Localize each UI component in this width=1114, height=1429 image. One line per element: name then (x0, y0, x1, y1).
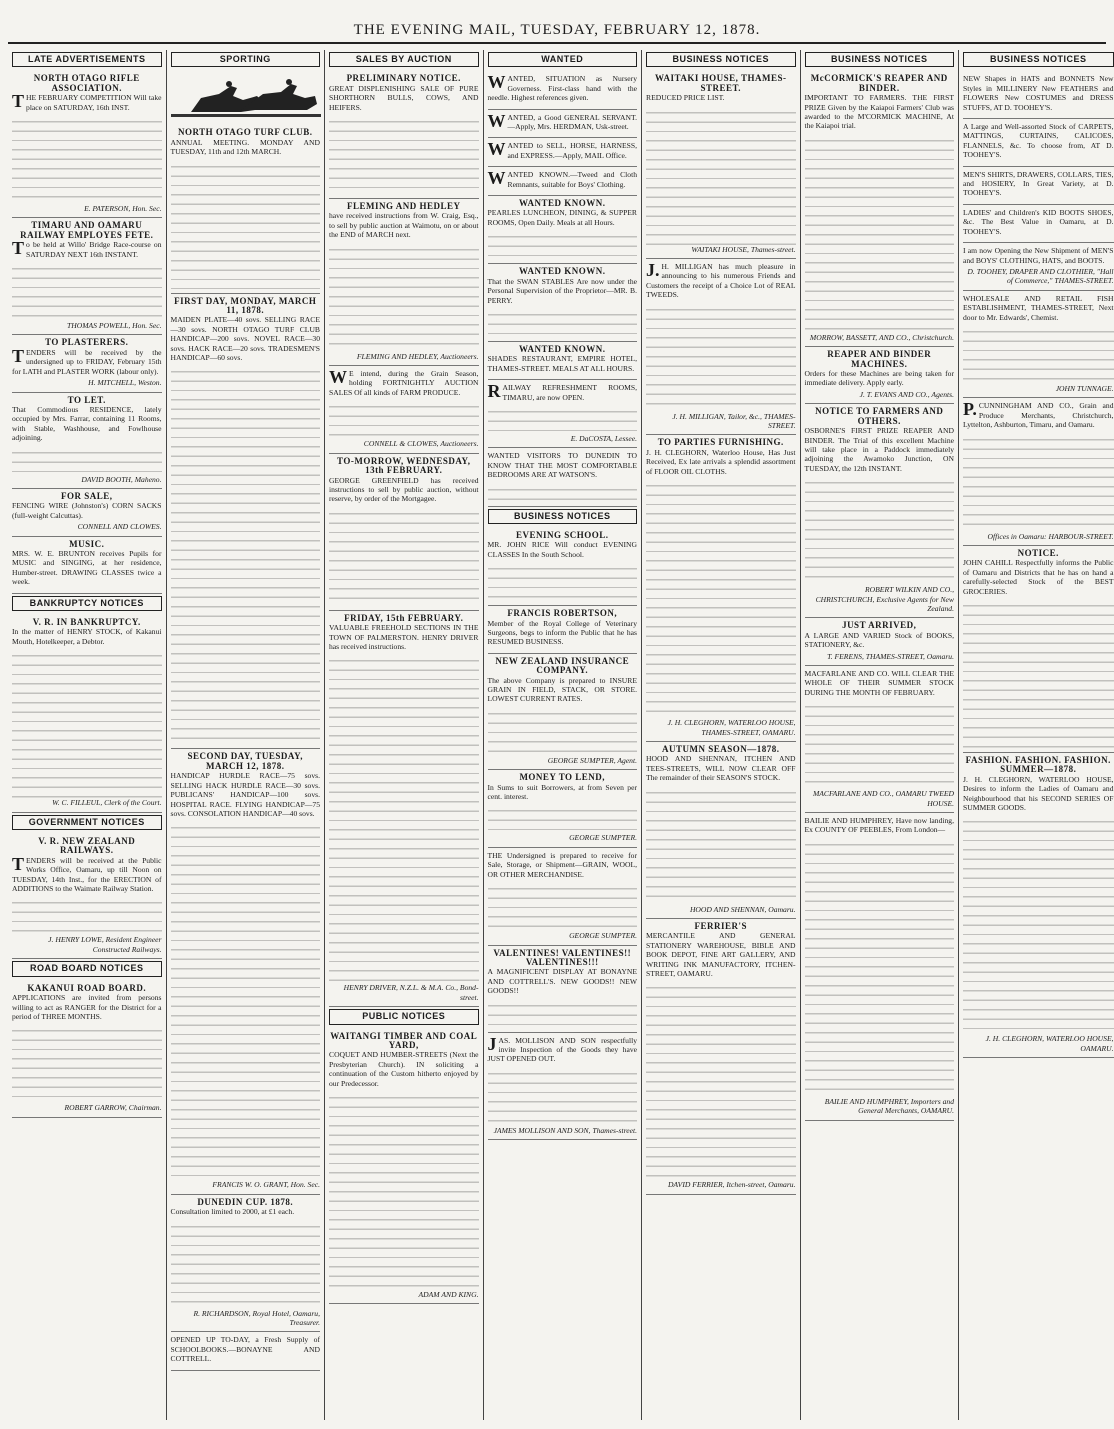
advert (12, 218, 162, 335)
advert-text: WANTED, a Good GENERAL SERVANT.—Apply, Mrs. HERDMAN, Usk-street. (487, 110, 637, 132)
advert (805, 618, 955, 666)
advert-signature: E. DaCOSTA, Lessee. (570, 433, 637, 443)
section-header: WANTED (488, 52, 638, 67)
advert-title: FIRST DAY, MONDAY, MARCH 11, 1878. (174, 295, 317, 316)
advert-signature: J. H. CLEGHORN, WATERLOO HOUSE, OAMARU. (985, 1034, 1114, 1053)
advert-title: FERRIER'S (694, 920, 747, 931)
advert (12, 615, 162, 813)
advert (488, 167, 638, 196)
advert-body-text (805, 475, 955, 585)
advert-text: WANTED to SELL, HORSE, HARNESS, and EXPRESS.—Apply, MAIL Office. (487, 139, 637, 160)
advert-title: WANTED KNOWN. (518, 198, 606, 209)
advert-text: COQUET AND HUMBER-STREETS (Next the Presbyterian Church). IN soliciting a continuation of the Custom hitherto enjoyed by our Predecessor. (329, 1050, 479, 1088)
advert (646, 71, 796, 259)
advert-text: J.H. MILLIGAN has much pleasure in announcing to his numerous Friends and Customers the receipt of a Choice Lot of REAL TWEEDS. (646, 260, 796, 300)
advert (805, 813, 955, 1121)
advert-body-text (488, 998, 638, 1028)
advert-signature: GEORGE SUMPTER, Agent. (547, 755, 637, 765)
advert-text: TENDERS will be received at the Public Works Office, Oamaru, up till Noon on TUESDAY, 14th Inst., for the ERECTION of ADDITIONS to the Waimate Railway Station. (12, 853, 162, 894)
column-2 (167, 50, 326, 1420)
advert-title: NEW ZEALAND INSURANCE COMPANY. (495, 655, 630, 676)
advert-body-text (329, 114, 479, 194)
advert-signature: D. TOOHEY, DRAPER AND CLOTHIER, "Hall of Commerce," THAMES-STREET. (967, 266, 1114, 286)
section-header: LATE ADVERTISEMENTS (12, 52, 162, 67)
racehorse-illustration (171, 76, 321, 124)
advert-text: TENDERS will be received by the undersigned up to FRIDAY, February 15th for LATH and PLASTER WORK (labour only). (12, 345, 162, 376)
advert (329, 454, 479, 611)
advert-title: JUST ARRIVED, (842, 620, 917, 631)
column-4 (484, 50, 643, 1420)
advert-title: FRANCIS ROBERTSON, (507, 608, 618, 619)
advert-signature: MACFARLANE AND CO., OAMARU TWEED HOUSE. (812, 789, 954, 808)
section-header: GOVERNMENT NOTICES (12, 815, 162, 830)
advert-signature: ROBERT GARROW, Chairman. (64, 1103, 162, 1113)
advert (488, 138, 638, 167)
advert-signature: ADAM AND KING. (418, 1290, 479, 1299)
advert (488, 380, 638, 448)
advert-title: NORTH OTAGO TURF CLUB. (177, 127, 313, 138)
masthead: THE EVENING MAIL, TUESDAY, FEBRUARY 12, 1878. (8, 18, 1106, 44)
section-header: SPORTING (171, 52, 321, 67)
advert-text: WE intend, during the Grain Season, holding FORTNIGHTLY AUCTION SALES Of all kinds of FARM PRODUCE. (329, 367, 479, 397)
advert-title: FRIDAY, 15th FEBRUARY. (344, 612, 464, 623)
advert-text: Member of the Royal College of Veterinary Surgeons, begs to inform the Public that he has RESUMED BUSINESS. (487, 618, 637, 647)
advert-title: DUNEDIN CUP. 1878. (197, 1196, 294, 1207)
advert (963, 546, 1114, 753)
advert-body-text (171, 159, 321, 289)
advert-signature: WAITAKI HOUSE, Thames-street. (691, 244, 796, 254)
advert-signature: J. HENRY LOWE, Resident Engineer Constructed Railways. (48, 935, 162, 954)
advert-body-text (488, 482, 638, 502)
advert-text: GEORGE GREENFIELD has received instructions to sell by public auction, without reserve, by order of the Mortgagee. (329, 475, 479, 504)
advert-body-text (646, 105, 796, 245)
advert-title: REAPER AND BINDER MACHINES. (827, 349, 932, 369)
advert-body-text (171, 1219, 321, 1309)
advert-title: TO LET. (67, 394, 106, 405)
advert-title: NOTICE TO FARMERS AND OTHERS. (815, 406, 944, 426)
advert-signature: CONNELL AND CLOWES. (77, 522, 162, 532)
advert-title: FLEMING AND HEDLEY (346, 201, 461, 212)
advert-text: SHADES RESTAURANT, EMPIRE HOTEL, THAMES-STREET. MEALS AT ALL HOURS. (487, 354, 637, 373)
advert-body-text (329, 242, 479, 352)
advert-text: MAIDEN PLATE—40 sovs. SELLING RACE—30 sovs. NORTH OTAGO TURF CLUB HANDICAP—200 sovs. NOVEL RACE—30 sovs. HACK RACE—20 sovs. TRADESMEN'S HANDICAP—60 sovs. (170, 315, 320, 363)
advert-body-text (963, 814, 1114, 1034)
advert-body-text (12, 648, 162, 798)
advert-text: WANTED KNOWN.—Tweed and Cloth Remnants, suitable for Boys' Clothing. (487, 168, 637, 189)
advert (329, 611, 479, 1007)
advert-title: SECOND DAY, TUESDAY, MARCH 12, 1878. (187, 751, 304, 771)
advert-text: GREAT DISPLENISHING SALE OF PURE SHORTHORN BULLS, COWS, AND HEIFERS. (329, 83, 479, 112)
advert-signature: MORROW, BASSETT, AND CO., Christchurch. (809, 332, 954, 342)
advert (12, 335, 162, 392)
advert-text: P.CUNNINGHAM AND CO., Grain and Produce Merchants, Christchurch, Lyttelton, Ashburton, Timaru, and Oamaru. (963, 399, 1114, 430)
advert (488, 946, 638, 1033)
advert-title: WAITANGI TIMBER AND COAL YARD, (330, 1030, 478, 1050)
advert (12, 489, 162, 537)
advert-body-text (488, 706, 638, 756)
advert-title: MUSIC. (69, 538, 105, 549)
advert-body-text (329, 506, 479, 606)
advert-text: MERCANTILE AND GENERAL STATIONERY WAREHOUSE, BIBLE AND BOOK DEPOT, FINE ART GALLERY, AND WRITING INK MANUFACTORY, ITCHEN-STREET, OAMARU. (646, 931, 796, 978)
advert-text: HANDICAP HURDLE RACE—75 sovs. SELLING HACK HURDLE RACE—30 sovs. PUBLICANS' HANDICAP—100 sovs. HOSPITAL RACE. FLYING HANDICAP—75 sovs. CONSOLATION HANDICAP—40 sovs. (170, 771, 320, 818)
advert-title: WANTED KNOWN. (518, 266, 606, 277)
advert-text: JAS. MOLLISON AND SON respectfully invite Inspection of the Goods they have JUST OPENED OUT. (487, 1033, 637, 1064)
advert-text: The above Company is prepared to INSURE GRAIN IN FIELD, STACK, OR STORE. LOWEST CURRENT RATES. (487, 675, 637, 704)
advert-body-text (12, 1023, 162, 1103)
advert (488, 654, 638, 770)
advert-signature: J. H. MILLIGAN, Tailor, &c., THAMES-STREET. (672, 411, 796, 431)
advert (646, 435, 796, 741)
advert-signature: DAVID BOOTH, Maheno. (81, 474, 162, 484)
advert-text: HOOD AND SHENNAN, ITCHEN AND TEES-STREETS, WILL NOW CLEAR OFF The remainder of their SEASON'S STOCK. (646, 754, 796, 783)
advert-text: MACFARLANE AND CO. WILL CLEAR THE WHOLE OF THEIR SUMMER STOCK DURING THE MONTH OF FEBRUARY. (804, 668, 954, 697)
section-header: ROAD BOARD NOTICES (12, 961, 162, 976)
advert-body-text (646, 302, 796, 412)
advert (488, 528, 638, 606)
column-3 (325, 50, 484, 1420)
advert-text: FENCING WIRE (Johnston's) CORN SACKS (full-weight Calcuttas). (12, 501, 162, 520)
advert-text: MEN'S SHIRTS, DRAWERS, COLLARS, TIES, and HOSIERY, In Great Variety, at D. TOOHEY'S. (963, 169, 1114, 198)
advert-title: EVENING SCHOOL. (515, 529, 609, 540)
advert (171, 1195, 321, 1333)
advert-title: TO PARTIES FURNISHING. (657, 437, 784, 448)
advert-text: J. H. CLEGHORN, WATERLOO HOUSE, Desires to inform the Ladies of Oamaru and Neighbourhood that his SECOND SERIES OF SUMMER GOODS. (963, 774, 1114, 813)
advert-signature: JOHN TUNNAGE. (1055, 383, 1114, 393)
advert-signature: GEORGE SUMPTER. (569, 833, 637, 843)
advert-title: NORTH OTAGO RIFLE ASSOCIATION. (33, 73, 140, 93)
advert-signature: GEORGE SUMPTER. (569, 931, 637, 941)
advert (12, 393, 162, 489)
advert-title: PRELIMINARY NOTICE. (346, 73, 461, 84)
advert-text: NEW Shapes in HATS and BONNETS New Styles in MILLINERY New FEATHERS and FLOWERS New COSTUMES and DRESS STUFFS, AT D. TOOHEY'S. (963, 74, 1114, 112)
advert-signature: JAMES MOLLISON AND SON, Thames-street. (493, 1125, 637, 1135)
advert-body-text (646, 785, 796, 905)
advert-text: BAILIE AND HUMPHREY, Have now landing, Ex COUNTY OF PEEBLES, From London— (804, 816, 954, 835)
advert-title: MONEY TO LEND, (519, 772, 606, 783)
advert-body-text (805, 699, 955, 789)
advert-body-text (805, 133, 955, 333)
section-header: PUBLIC NOTICES (329, 1009, 479, 1024)
advert-body-text (329, 653, 479, 983)
advert-title: KAKANUI ROAD BOARD. (27, 982, 147, 993)
advert-text: MRS. W. E. BRUNTON receives Pupils for MUSIC and SINGING, at her residence, Humber-street. DRAWING CLASSES twice a week. (12, 548, 162, 587)
advert-text: J. H. CLEGHORN, Waterloo House, Has Just Received, Ex late arrivals a splendid assortment of FLOOR OIL CLOTHS. (646, 447, 796, 476)
advert (805, 666, 955, 813)
advert (805, 71, 955, 347)
advert-text: THE FEBRUARY COMPETITION Will take place on SATURDAY, 16th INST. (12, 91, 162, 112)
advert (12, 981, 162, 1118)
advert (805, 347, 955, 404)
advert-text: A Large and Well-assorted Stock of CARPETS, MATTINGS, CURTAINS, CALICOES, FLANNELS, &c. To choose from, AT D. TOOHEY'S. (963, 122, 1114, 160)
advert-text: Consultation limited to 2000, at £1 each. (170, 1207, 295, 1217)
column-5 (642, 50, 801, 1420)
advert (488, 342, 638, 380)
section-header: SALES BY AUCTION (329, 52, 479, 67)
advert-title: FOR SALE, (60, 490, 113, 501)
advert-signature: FRANCIS W. O. GRANT, Hon. Sec. (212, 1180, 320, 1190)
advert-body-text (488, 307, 638, 337)
advert-text: RAILWAY REFRESHMENT ROOMS, TIMARU, are now OPEN. (487, 381, 637, 402)
advert (488, 448, 638, 506)
advert-body-text (488, 404, 638, 434)
advert (963, 119, 1114, 167)
advert (171, 1332, 321, 1370)
advert-text: WHOLESALE AND RETAIL FISH ESTABLISHMENT, THAMES-STREET, Next door to Mr. Edwards', Chemist. (963, 293, 1114, 322)
advert (963, 167, 1114, 205)
advert (171, 294, 321, 750)
advert (646, 742, 796, 919)
advert-signature: J. H. CLEGHORN, WATERLOO HOUSE, THAMES-STREET, OAMARU. (667, 718, 796, 737)
advert-title: TO PLASTERERS. (45, 337, 129, 348)
advert-text: That Commodious RESIDENCE, lately occupied by Mrs. Farrar, containing 11 Rooms, with Stable, Washhouse, and Fowlhouse adjoining. (12, 404, 162, 443)
advert-title: WANTED KNOWN. (518, 343, 606, 354)
advert (488, 848, 638, 946)
advert-body-text (12, 114, 162, 204)
advert-text: have received instructions from W. Craig, Esq., to sell by public auction at Waimotu, on or about the END of MARCH next. (329, 211, 479, 240)
advert-text: In the matter of HENRY STOCK, of Kakanui Mouth, Hotelkeeper, a Debtor. (12, 627, 162, 646)
advert-body-text (12, 895, 162, 935)
advert-text: OPENED UP TO-DAY, a Fresh Supply of SCHOOLBOOKS.—BONAYNE AND COTTRELL. (170, 1335, 320, 1364)
advert-body-text (963, 432, 1114, 532)
advert (963, 398, 1114, 546)
columns (8, 50, 1114, 1420)
advert-text: A MAGNIFICENT DISPLAY AT BONAYNE AND COTTRELL'S. NEW GOODS!! NEW GOODS!! (487, 967, 637, 996)
advert-title: TIMARU AND OAMARU RAILWAY EMPLOYES FETE. (20, 220, 154, 240)
advert-text: WANTED VISITORS TO DUNEDIN TO KNOW THAT THE MOST COMFORTABLE BEDROOMS ARE AT WATSON'S. (487, 451, 637, 480)
advert (488, 196, 638, 264)
advert-body-text (963, 598, 1114, 748)
advert-title: TO-MORROW, WEDNESDAY, 13th FEBRUARY. (337, 455, 471, 476)
advert (12, 834, 162, 959)
advert-signature: DAVID FERRIER, Itchen-street, Oamaru. (667, 1180, 796, 1190)
section-header: BANKRUPTCY NOTICES (12, 596, 162, 611)
advert-body-text (488, 1066, 638, 1126)
advert-signature: Offices in Oamaru: HARBOUR-STREET. (987, 531, 1114, 541)
advert-text: APPLICATIONS are invited from persons willing to act as RANGER for the District for a period of THREE MONTHS. (12, 993, 162, 1021)
advert (329, 71, 479, 199)
advert-body-text (805, 837, 955, 1097)
advert-signature: FLEMING AND HEDLEY, Auctioneers. (356, 351, 479, 361)
section-header: BUSINESS NOTICES (805, 52, 955, 67)
advert-signature: H. MITCHELL, Weston. (88, 378, 162, 388)
advert (963, 205, 1114, 243)
advert-body-text (171, 364, 321, 744)
advert-body-text (488, 881, 638, 931)
column-6 (801, 50, 960, 1420)
advert (488, 606, 638, 654)
advert-text: In Sums to suit Borrowers, at from Seven per cent. interest. (487, 782, 637, 802)
advert-signature: HOOD AND SHENNAN, Oamaru. (689, 904, 796, 914)
advert-signature: HENRY DRIVER, N.Z.L. & M.A. Co., Bond-street. (343, 983, 479, 1002)
advert (963, 243, 1114, 291)
advert-body-text (488, 561, 638, 601)
advert (488, 71, 638, 109)
advert-body-text (646, 980, 796, 1180)
advert (646, 919, 796, 1195)
advert-text: OSBORNE'S FIRST PRIZE REAPER AND BINDER. The Trial of this excellent Machine will take place in a Paddock immediately adjoining the Awamoko Junction, ON TUESDAY, the 12th INSTANT. (804, 426, 954, 473)
advert-body-text (488, 229, 638, 259)
advert-body-text (12, 445, 162, 475)
advert (171, 71, 321, 293)
advert-text: A LARGE AND VARIED Stock of BOOKS, STATIONERY, &c. (804, 630, 954, 650)
advert-body-text (329, 1090, 479, 1290)
advert-body-text (171, 820, 321, 1180)
advert-signature: W. C. FILLEUL, Clerk of the Court. (52, 798, 162, 808)
advert-body-text (646, 478, 796, 718)
section-header: BUSINESS NOTICES (488, 509, 638, 524)
advert-text: MR. JOHN RICE Will conduct EVENING CLASSES In the South School. (487, 540, 637, 559)
advert (488, 1033, 638, 1141)
advert (963, 291, 1114, 399)
advert-body-text (963, 324, 1114, 384)
advert-body-text (488, 803, 638, 833)
advert (171, 749, 321, 1194)
advert-text: To be held at Willo' Bridge Race-course on SATURDAY NEXT 16th INSTANT. (12, 238, 162, 259)
advert (963, 753, 1114, 1058)
advert-title: McCORMICK'S REAPER AND BINDER. (810, 73, 948, 93)
advert-text: IMPORTANT TO FARMERS. THE FIRST PRIZE Given by the Kaiapoi Farmers' Club was awarded to the M'CORMICK MACHINE, At the Kaiapoi trial. (804, 93, 954, 131)
advert-text: VALUABLE FREEHOLD SECTIONS IN THE TOWN OF PALMERSTON. HENRY DRIVER has received instructions. (329, 623, 479, 651)
advert-text: I am now Opening the New Shipment of MEN'S and BOYS' CLOTHING, HATS, and BOOTS. (963, 246, 1114, 265)
advert-signature: CONNELL & CLOWES, Auctioneers. (363, 439, 479, 449)
advert-signature: T. FERENS, THAMES-STREET, Oamaru. (827, 651, 954, 661)
advert (329, 199, 479, 366)
advert (329, 366, 479, 454)
advert (12, 71, 162, 218)
advert-text: LADIES' and Children's KID BOOTS SHOES, &c. The Best Value in Oamaru, at D. TOOHEY'S. (963, 207, 1114, 236)
advert-text: PEARLES LUNCHEON, DINING, & SUPPER ROOMS, Open Daily. Meals at all Hours. (487, 208, 637, 227)
advert (646, 259, 796, 435)
advert-body-text (12, 261, 162, 321)
advert-text: That the SWAN STABLES Are now under the Personal Supervision of the Proprietor—MR. B. PERRY. (487, 276, 637, 305)
advert-signature: E. PATERSON, Hon. Sec. (84, 204, 162, 214)
advert-signature: R. RICHARDSON, Royal Hotel, Oamaru, Treasurer. (193, 1308, 320, 1327)
advert (488, 110, 638, 139)
advert-text: WANTED, SITUATION as Nursery Governess. First-class hand with the needle. Highest references given. (487, 72, 637, 103)
advert-title: V. R. NEW ZEALAND RAILWAYS. (38, 836, 136, 856)
advert (805, 404, 955, 618)
advert-text: ANNUAL MEETING. MONDAY AND TUESDAY, 11th and 12th MARCH. (170, 137, 320, 157)
advert-title: V. R. IN BANKRUPTCY. (32, 617, 141, 627)
advert (488, 770, 638, 848)
advert-text: JOHN CAHILL Respectfully informs the Public of Oamaru and Districts that he has on hand a carefully-selected Stock of the BEST GROCERIES. (963, 558, 1114, 596)
advert-title: VALENTINES! VALENTINES!! VALENTINES!!! (493, 947, 632, 967)
advert-text: THE Undersigned is prepared to receive for Sale, Storage, or Shipment—GRAIN, WOOL, OR OTHER MERCHANDISE. (487, 850, 637, 879)
advert (963, 71, 1114, 119)
advert-title: WAITAKI HOUSE, THAMES-STREET. (655, 73, 787, 93)
advert-signature: ROBERT WILKIN AND CO., CHRISTCHURCH, Exclusive Agents for New Zealand. (815, 585, 954, 613)
section-header: BUSINESS NOTICES (963, 52, 1114, 67)
advert-text: REDUCED PRICE LIST. (646, 93, 725, 103)
advert-signature: J. T. EVANS AND CO., Agents. (859, 389, 954, 399)
advert-signature: THOMAS POWELL, Hon. Sec. (67, 321, 162, 331)
advert-text: Orders for these Machines are being taken for immediate delivery. Apply early. (804, 369, 954, 388)
advert (12, 537, 162, 594)
advert-body-text (329, 399, 479, 439)
advert-title: FASHION. FASHION. FASHION. SUMMER—1878. (965, 755, 1111, 775)
column-1 (8, 50, 167, 1420)
advert-title: AUTUMN SEASON—1878. (661, 743, 780, 754)
advert-signature: BAILIE AND HUMPHREY, Importers and General Merchants, OAMARU. (824, 1096, 954, 1116)
column-7 (959, 50, 1114, 1420)
advert (488, 264, 638, 342)
advert-title: NOTICE. (1017, 547, 1059, 558)
advert (329, 1029, 479, 1305)
section-header: BUSINESS NOTICES (646, 52, 796, 67)
